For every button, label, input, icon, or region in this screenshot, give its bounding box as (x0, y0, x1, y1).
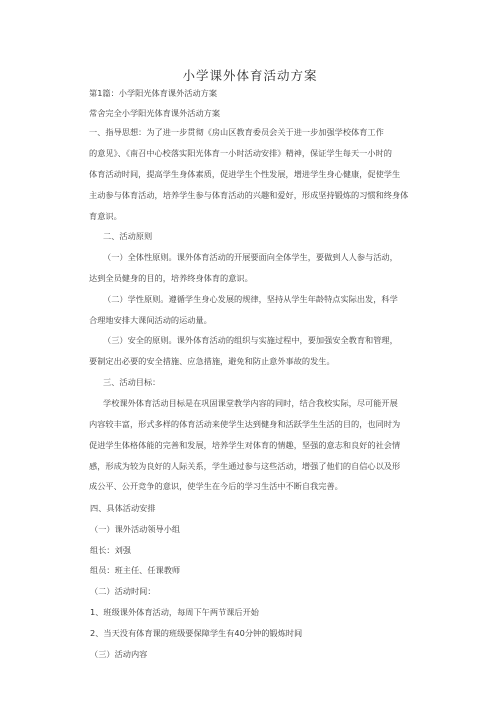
paragraph-line: 促进学生体格体能的完善和发展，培养学生对体育的情趣，坚强的意志和良好的社会情 (89, 440, 401, 450)
document-title: 小学课外体育活动方案 (182, 68, 318, 83)
subtitle: 常舍完全小学阳光体育课外活动方案 (89, 108, 221, 118)
paragraph-line: （三）安全的原则。课外体育活动的组织与实施过程中，要加强安全教育和管理， (103, 335, 398, 345)
paragraph-line: 达到全员健身的目的，培养终身体育的意识。 (89, 273, 253, 283)
paragraph-line: 育意识。 (89, 211, 122, 221)
paragraph-line: 体育活动时间，提高学生身体素质，促进学生个性发展，增进学生身心健康，促使学生 (89, 169, 401, 179)
subsection-heading: （二）活动时间： (90, 586, 156, 596)
paragraph-line: （一）全体性原则。课外体育活动的开展要面向全体学生，要做到人人参与活动， (103, 252, 398, 262)
paragraph-line: 学校课外体育活动目标是在巩固课堂教学内容的同时，结合我校实际，尽可能开展 (103, 398, 398, 408)
list-line: 组员：班主任、任课教师 (90, 565, 181, 575)
subsection-heading: （三）活动内容 (90, 649, 148, 659)
paragraph-line: 合理地安排大课间活动的运动量。 (89, 315, 212, 325)
paragraph-line: 要制定出必要的安全措施、应急措施，避免和防止意外事故的发生。 (89, 356, 335, 366)
subsection-heading: （一）课外活动领导小组 (90, 524, 181, 534)
list-line: 2、当天没有体育课的班级要保障学生有40分钟的锻炼时间 (90, 628, 303, 638)
paragraph-line: 感，形成为较为良好的人际关系，学生通过参与这些活动，增强了他们的自信心以及形 (89, 461, 401, 471)
paragraph-line: 主动参与体育活动，培养学生参与体育活动的兴趣和爱好，形成坚持锻炼的习惯和终身体 (89, 190, 409, 200)
section-heading: 三、活动目标： (103, 377, 161, 387)
paragraph-line: （二）学性原则。遵循学生身心发展的规律，坚持从学生年龄特点实际出发，科学 (103, 294, 398, 304)
chapter-heading: 第1篇：小学阳光体育课外活动方案 (89, 88, 218, 98)
paragraph-line: 内容较丰富，形式多样的体育活动来使学生达到健身和活跃学生生活的目的，也同时为 (89, 419, 401, 429)
paragraph-line: 一、指导思想：为了进一步贯彻《房山区教育委员会关于进一步加强学校体育工作 (89, 127, 384, 137)
section-heading: 二、活动原则 (103, 231, 153, 241)
list-line: 1、班级课外体育活动，每周下午两节课后开始 (90, 607, 259, 617)
section-heading: 四、具体活动安排 (90, 503, 156, 513)
list-line: 组长：刘强 (90, 545, 131, 555)
paragraph-line: 的意见》、《南召中心校落实阳光体育一小时活动安排》精神，保证学生每天一小时的 (89, 148, 392, 158)
paragraph-line: 成公平、公开竞争的意识，使学生在今后的学习生活中不断自我完善。 (89, 481, 343, 491)
